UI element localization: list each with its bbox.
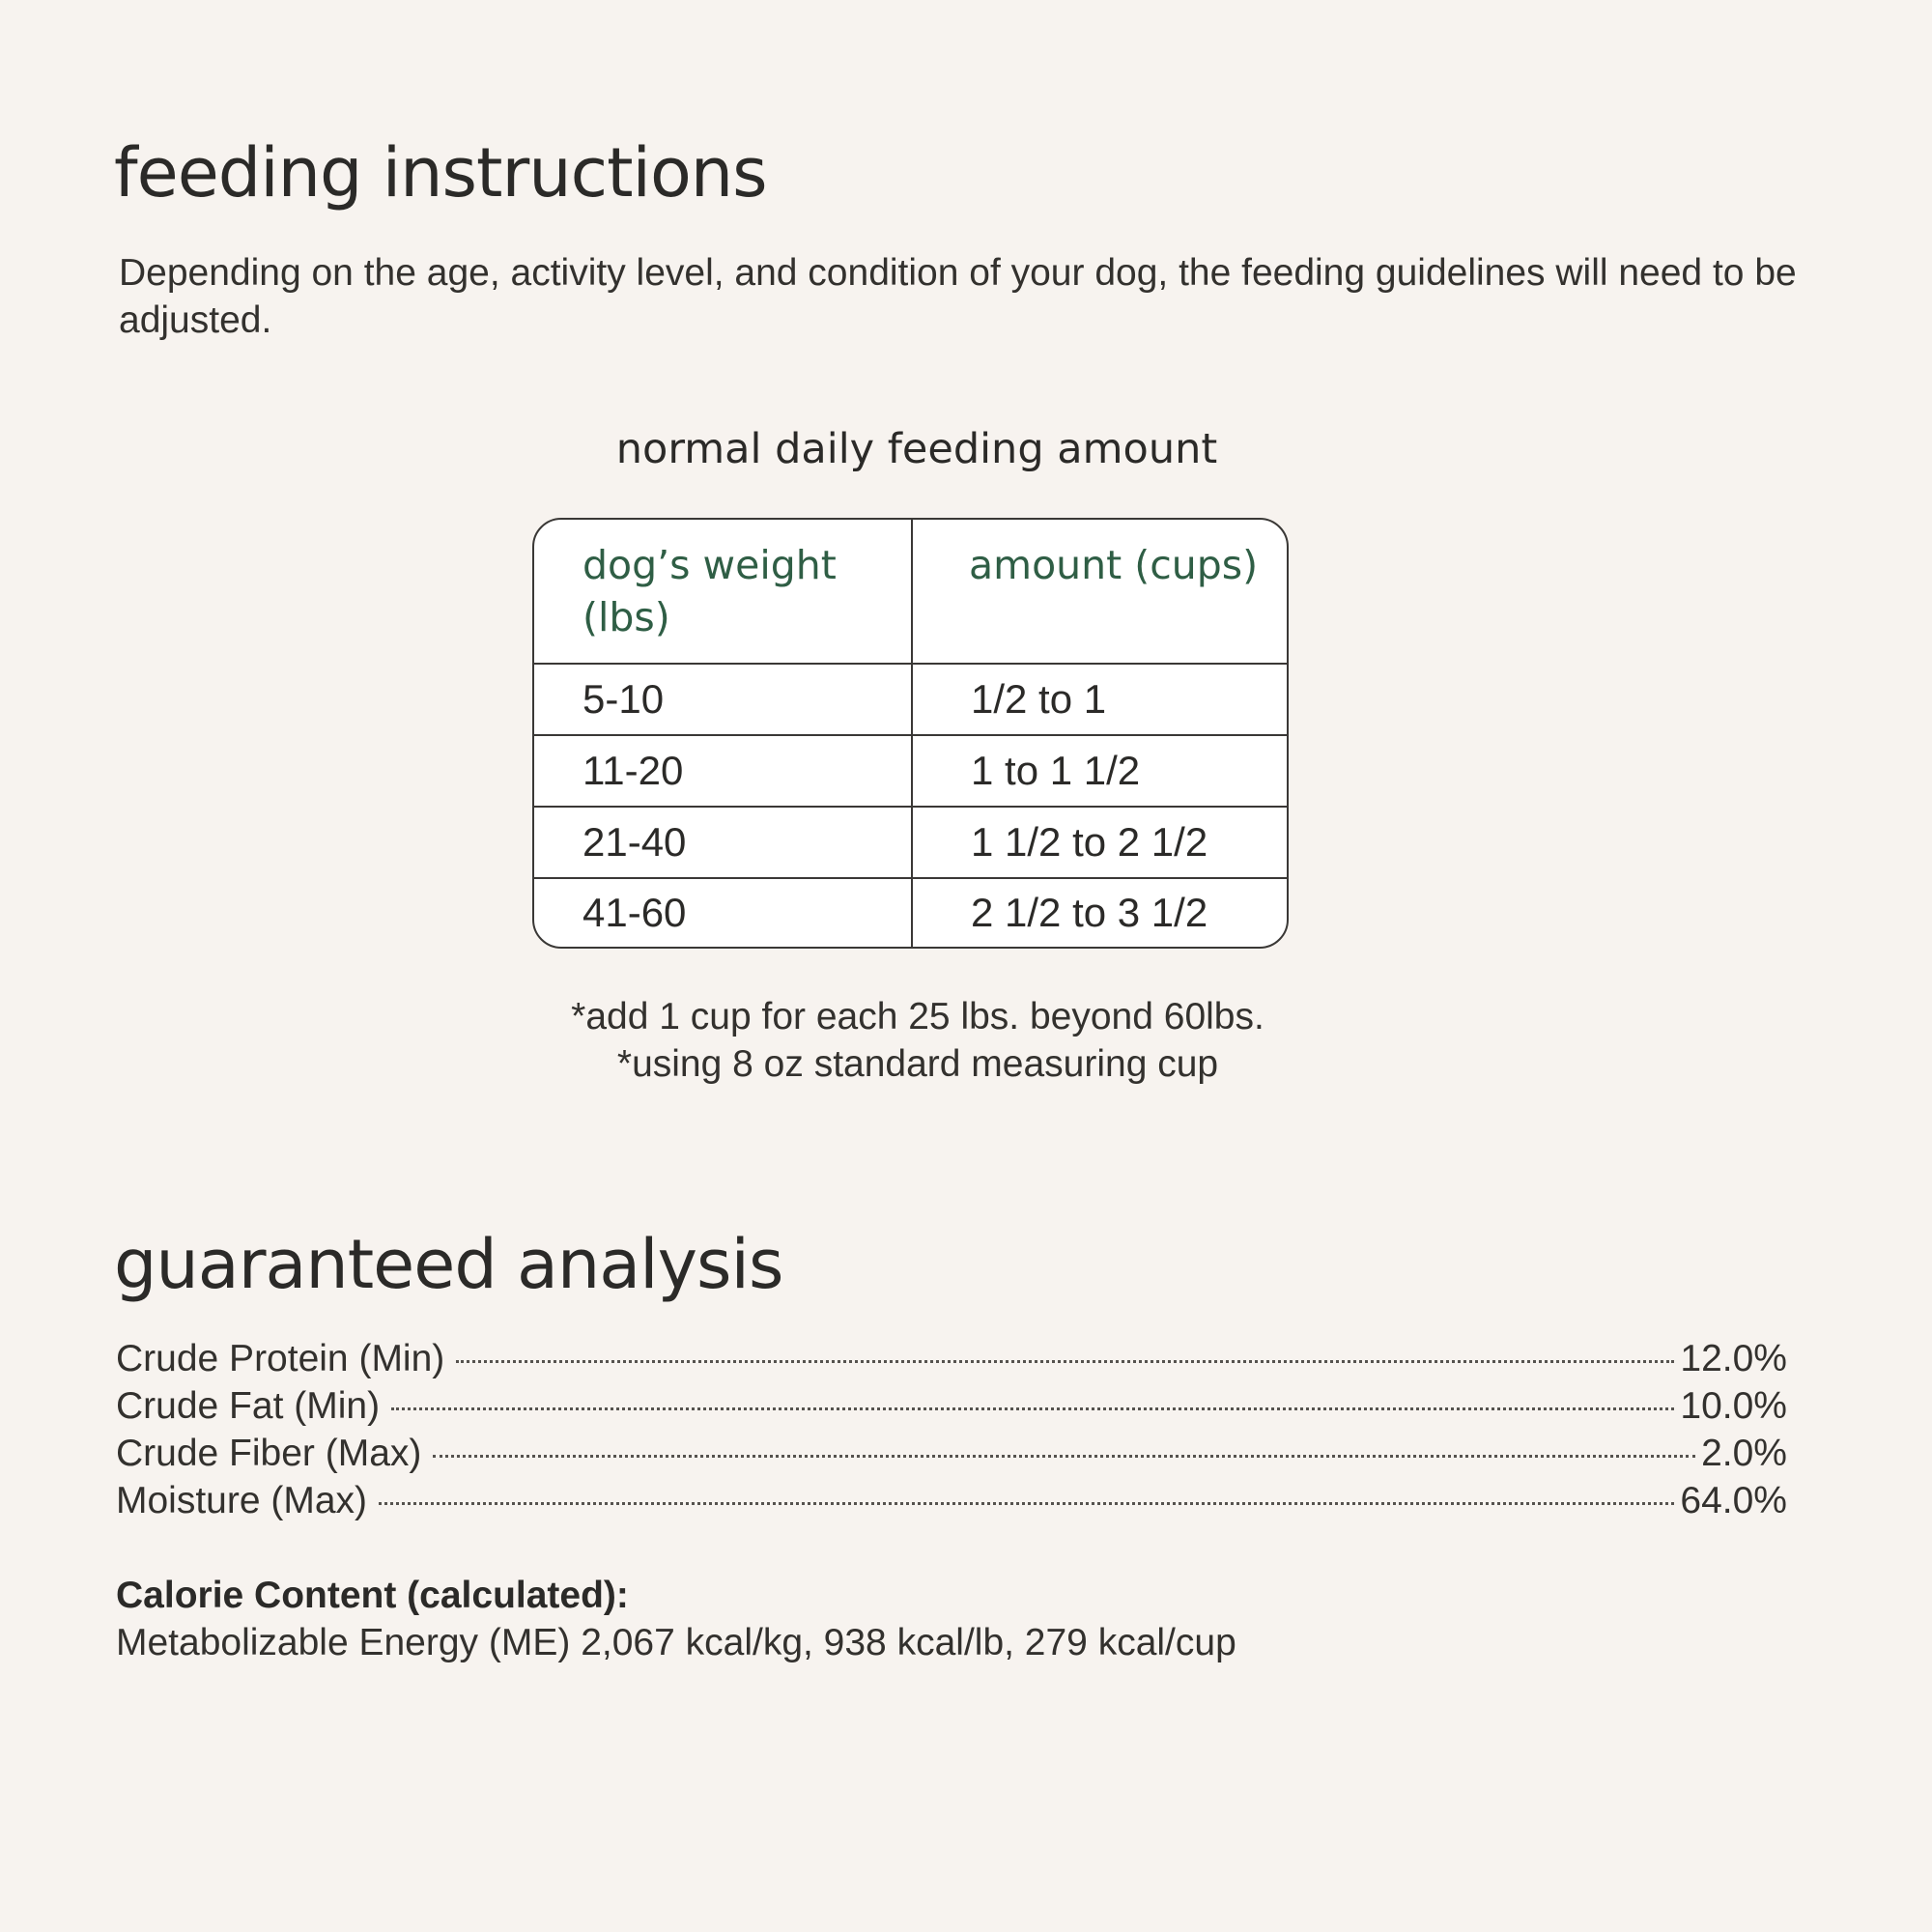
feeding-table-caption: normal daily feeding amount	[615, 425, 1218, 473]
dot-leader	[433, 1455, 1695, 1458]
analysis-label: Crude Fiber (Max)	[116, 1433, 422, 1474]
table-row	[534, 808, 1287, 879]
list-item	[116, 1433, 1787, 1480]
analysis-label: Moisture (Max)	[116, 1480, 368, 1521]
table-header-row	[534, 520, 1287, 665]
weight-cell: 5-10	[534, 665, 913, 734]
header-amount: amount (cups)	[969, 542, 1259, 588]
table-row	[534, 665, 1287, 736]
feeding-table	[532, 518, 1289, 949]
weight-cell: 11-20	[534, 736, 913, 806]
calorie-content-heading: Calorie Content (calculated):	[116, 1575, 629, 1616]
calorie-content-text: Metabolizable Energy (ME) 2,067 kcal/kg, 938 kcal/lb, 279 kcal/cup	[116, 1622, 1236, 1663]
amount-cell: 1/2 to 1	[971, 676, 1107, 722]
dot-leader	[391, 1407, 1674, 1410]
feeding-instructions-title: feeding instructions	[114, 133, 767, 213]
list-item	[116, 1385, 1787, 1433]
weight-cell: 41-60	[534, 879, 913, 947]
analysis-value: 2.0%	[1701, 1433, 1787, 1474]
table-row	[534, 736, 1287, 808]
analysis-value: 12.0%	[1680, 1338, 1787, 1379]
amount-cell: 2 1/2 to 3 1/2	[971, 890, 1208, 935]
dot-leader	[379, 1502, 1674, 1505]
dot-leader	[456, 1360, 1674, 1363]
amount-cell: 1 1/2 to 2 1/2	[971, 819, 1208, 865]
footnote-extra-cup: *add 1 cup for each 25 lbs. beyond 60lbs.	[571, 996, 1264, 1037]
guaranteed-analysis-title: guaranteed analysis	[114, 1225, 783, 1304]
footnote-measuring-cup: *using 8 oz standard measuring cup	[616, 1043, 1219, 1085]
analysis-list	[116, 1338, 1787, 1527]
analysis-value: 64.0%	[1680, 1480, 1787, 1521]
weight-cell: 21-40	[534, 808, 913, 877]
analysis-label: Crude Fat (Min)	[116, 1385, 381, 1427]
header-dog-weight: dog’s weight (lbs)	[534, 520, 913, 663]
analysis-value: 10.0%	[1680, 1385, 1787, 1427]
list-item	[116, 1338, 1787, 1385]
analysis-label: Crude Protein (Min)	[116, 1338, 445, 1379]
table-row	[534, 879, 1287, 947]
feeding-intro-text: Depending on the age, activity level, and condition of your dog, the feeding guidelines will need to be adjusted.	[119, 252, 1797, 341]
amount-cell: 1 to 1 1/2	[971, 748, 1141, 793]
feeding-footnotes	[0, 993, 1835, 1088]
list-item	[116, 1480, 1787, 1527]
